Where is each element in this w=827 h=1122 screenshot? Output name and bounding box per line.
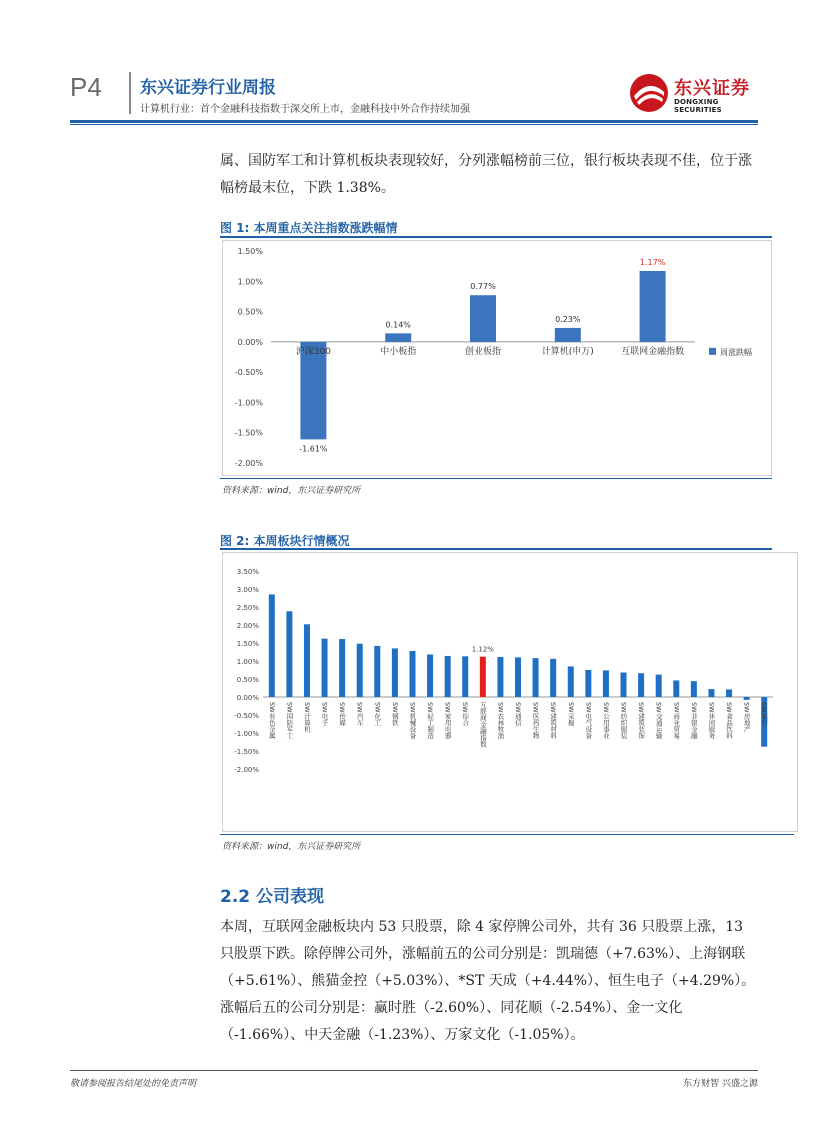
- figure2-title: 图 2: 本周板块行情概况: [220, 534, 350, 548]
- y-tick-label: 2.50%: [236, 604, 259, 612]
- page-number: P4: [70, 72, 102, 102]
- figure1-chart-svg: [223, 241, 771, 475]
- category-label: SW钢铁: [390, 702, 399, 726]
- y-tick-label: 0.00%: [237, 337, 263, 347]
- category-label: SW非银金融: [689, 702, 698, 739]
- category-label: 互联网金融指数: [621, 346, 685, 357]
- bar: [470, 295, 496, 342]
- data-label: 0.23%: [555, 314, 581, 324]
- y-tick-label: 3.50%: [236, 568, 259, 576]
- figure1-bottom-rule: [220, 478, 772, 479]
- section-title: 2.2 公司表现: [220, 887, 325, 907]
- figure1-chart: [222, 240, 772, 476]
- y-tick-label: 2.00%: [236, 622, 259, 630]
- category-label: SW医药生物: [531, 702, 540, 739]
- y-tick-label: 0.00%: [236, 694, 259, 702]
- y-tick-label: -1.50%: [234, 428, 263, 438]
- category-label: SW综合: [461, 702, 470, 726]
- category-label: SW交通运输: [654, 702, 663, 739]
- y-tick-label: -1.00%: [234, 398, 263, 408]
- bar: [322, 639, 328, 697]
- figure1-source: 资料来源：wind，东兴证券研究所: [222, 486, 361, 496]
- report-subtitle: 计算机行业：首个金融科技指数于深交所上市，金融科技中外合作持续加强: [140, 104, 470, 115]
- bar: [480, 657, 486, 697]
- category-label: SW化工: [373, 702, 382, 726]
- bar: [708, 689, 714, 697]
- data-label: 0.77%: [470, 282, 496, 292]
- y-tick-label: -2.00%: [234, 766, 259, 774]
- y-tick-label: -1.00%: [234, 730, 259, 738]
- data-label: -1.61%: [299, 444, 328, 454]
- bar: [640, 271, 666, 342]
- category-label: SW通信: [514, 702, 522, 726]
- category-label: 沪深300: [295, 346, 331, 357]
- category-label: 中小板指: [380, 346, 417, 357]
- company-logo: [628, 72, 758, 114]
- y-tick-label: 0.50%: [236, 676, 259, 684]
- bar: [585, 670, 591, 697]
- highlight-data-label: 1.12%: [471, 645, 494, 654]
- y-tick-label: 0.50%: [237, 307, 263, 317]
- bar: [392, 648, 398, 697]
- figure2-bottom-rule: [220, 834, 794, 835]
- bar: [385, 333, 411, 341]
- y-tick-label: -0.50%: [234, 712, 259, 720]
- bar: [445, 656, 451, 697]
- figure2-chart: [222, 552, 798, 832]
- y-tick-label: 1.50%: [237, 247, 263, 256]
- category-label: SW电气设备: [584, 702, 593, 739]
- bar: [533, 658, 539, 697]
- y-tick-label: 1.00%: [236, 658, 259, 666]
- bar: [497, 657, 503, 697]
- intro-paragraph: 属、国防军工和计算机板块表现较好，分列涨幅榜前三位，银行板块表现不佳，位于涨幅榜最末位，下跌 1.38%。: [220, 153, 752, 196]
- category-label: SW银行: [760, 702, 769, 726]
- figure2-chart-svg: [223, 553, 797, 831]
- bar: [638, 673, 644, 697]
- category-label: SW食品饮料: [725, 702, 734, 739]
- y-tick-label: 3.00%: [236, 586, 259, 594]
- y-tick-label: 1.50%: [236, 640, 259, 648]
- legend-label: 周涨跌幅: [720, 347, 752, 357]
- y-tick-label: -1.50%: [234, 748, 259, 756]
- bar: [357, 644, 363, 697]
- category-label: SW商业贸易: [672, 702, 681, 739]
- bar: [744, 697, 750, 700]
- header-rule-thin: [70, 124, 758, 125]
- bar: [691, 681, 697, 697]
- category-label: SW农林牧渔: [496, 702, 505, 739]
- footer-slogan: 东方财智 兴盛之源: [683, 1079, 758, 1089]
- category-label: SW电子: [320, 702, 329, 726]
- bar: [427, 655, 433, 697]
- footer-disclaimer: 敬请参阅报告结尾处的免责声明: [70, 1079, 197, 1089]
- bar: [269, 594, 275, 697]
- category-label: SW传媒: [338, 702, 347, 726]
- bar: [673, 680, 679, 697]
- bar: [568, 666, 574, 697]
- bar: [603, 670, 609, 697]
- category-label: SW国防军工: [285, 702, 294, 739]
- legend-swatch: [709, 348, 716, 355]
- category-label: SW休闲服务: [707, 702, 716, 739]
- header-divider: [129, 72, 131, 114]
- category-label: SW轻工制造: [426, 702, 435, 739]
- bar: [304, 624, 310, 697]
- category-label: SW建筑装饰: [637, 702, 646, 739]
- bar: [621, 673, 627, 697]
- category-label: SW房地产: [742, 702, 751, 733]
- header-rule: [70, 120, 758, 123]
- y-tick-label: -2.00%: [234, 459, 263, 468]
- category-label: 计算机(申万): [541, 346, 594, 357]
- data-label: 0.14%: [385, 320, 411, 330]
- figure1-title-rule: [220, 236, 772, 238]
- category-label: SW公用事业: [601, 702, 610, 739]
- category-label: SW采掘: [566, 702, 575, 726]
- bar: [555, 328, 581, 342]
- logo-text-cn: 东兴证券: [674, 78, 750, 99]
- bar: [515, 657, 521, 697]
- section-paragraph: 本周，互联网金融板块内 53 只股票，除 4 家停牌公司外，共有 36 只股票上涨，13 只股票下跌。除停牌公司外，涨幅前五的公司分别是：凯瑞德（+7.63%）、上海钢联（+5.61%）、熊猫金控（+5.03%）、*ST 天成（+4.44%）、恒生电子（+4.29%）。涨幅后五的公司分别是：赢时胜（-2.60%）、同花顺（-2.54%）、金一文化（-1.66%）、中天金融（-1.23%）、万家文化（-1.05%）。: [220, 919, 756, 1043]
- bar: [286, 611, 292, 697]
- category-label: SW计算机: [302, 702, 311, 733]
- bar: [339, 639, 345, 697]
- report-title: 东兴证券行业周报: [140, 78, 276, 98]
- bar: [409, 651, 415, 697]
- footer-rule: [70, 1070, 758, 1071]
- category-label: 创业板指: [464, 346, 502, 357]
- logo-text-en: DONGXING SECURITIES: [674, 98, 722, 114]
- bar: [374, 646, 380, 697]
- figure2-source: 资料来源：wind，东兴证券研究所: [222, 842, 361, 852]
- bar: [550, 659, 556, 697]
- figure2-title-rule: [220, 548, 772, 550]
- category-label: SW机械设备: [408, 702, 417, 739]
- category-label: SW纺织服装: [619, 702, 628, 739]
- bar: [656, 675, 662, 697]
- data-label: 1.17%: [639, 257, 666, 267]
- logo-mark-icon: [628, 72, 672, 114]
- category-label: SW建筑材料: [549, 702, 558, 739]
- y-tick-label: 1.00%: [237, 277, 263, 287]
- y-tick-label: -0.50%: [234, 368, 263, 378]
- category-label: 互联网金融指数: [478, 702, 487, 748]
- bar: [726, 689, 732, 697]
- category-label: SW家用电器: [443, 702, 452, 739]
- bar: [462, 656, 468, 697]
- category-label: SW有色金属: [267, 702, 276, 739]
- category-label: SW汽车: [355, 702, 364, 726]
- figure1-title: 图 1: 本周重点关注指数涨跌幅情: [220, 221, 398, 235]
